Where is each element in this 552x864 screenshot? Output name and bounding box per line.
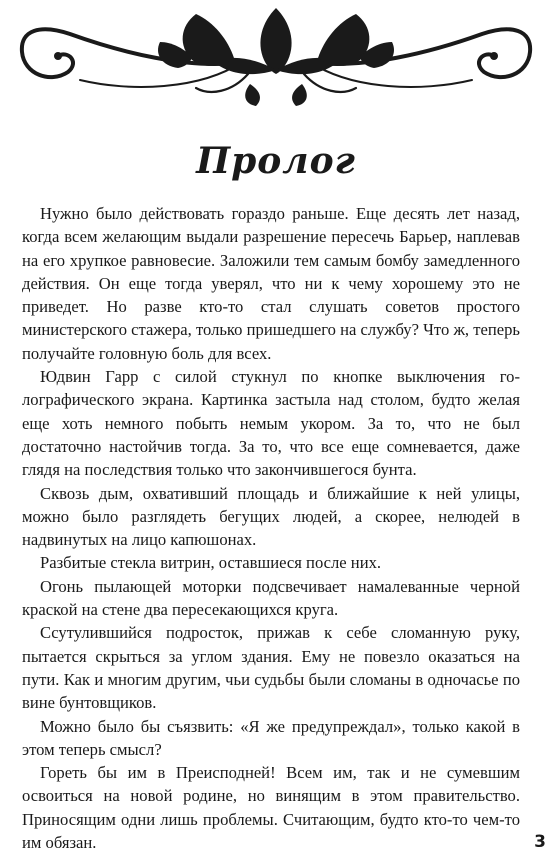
paragraph: Нужно было действовать гораздо раньше. Еще десять лет назад, когда всем желающим выдали разрешение пересечь Барьер, наплевав на его хрупкое равновесие. Заложили тем самым бомбу замедленного действия. Он еще тогда уверял, что ни к чему хорошему это не приведет. Но разве кто-то стал слушать советов простого министерского стажера, только пришедшего на службу? Что ж, теперь получайте головную боль для всех. xyxy=(22,204,520,363)
paragraph: Юдвин Гарр с силой стукнул по кнопке выключения голографического экрана. Картинка застыла над столом, будто желая еще хоть немного побыть немым укором. За то, что не был достаточно настойчив тогда. За то, что все еще сомневается, даже глядя на последствия только что закончившегося бунта. xyxy=(22,367,520,480)
paragraph: Ссутулившийся подросток, прижав к себе сломанную руку, пытается скрыться за углом здания. Ему не повезло оказаться на пути. Как и многим другим, чьи судьбы были сломаны в одночасье по вине бунтовщиков. xyxy=(22,623,520,713)
chapter-title: Пролог xyxy=(196,140,356,182)
paragraph: Гореть бы им в Преисподней! Всем им, так и не сумевшим освоиться на новой родине, но винящим в этом правительство. Приносящим одни лишь проблемы. Считающим, будто кто-то чем-то им обязан. xyxy=(22,763,520,853)
paragraph: Огонь пылающей моторки подсвечивает намалеванные черной краской на стене два пересекающихся круга. xyxy=(22,576,520,620)
paragraph: Сквозь дым, охвативший площадь и ближайшие к ней улицы, можно было разглядеть бегущих людей, а скорее, нелюдей в надвинутых на лицо капюшонах. xyxy=(22,483,520,550)
body-text xyxy=(22,202,520,854)
paragraph: Разбитые стекла витрин, оставшиеся после них. xyxy=(40,553,382,573)
paragraph: Можно было бы съязвить: «Я же предупреждал», только какой в этом теперь смысл? xyxy=(22,716,520,759)
page-number: 3 xyxy=(534,832,546,852)
floral-leaf-ornament-icon xyxy=(10,0,542,110)
